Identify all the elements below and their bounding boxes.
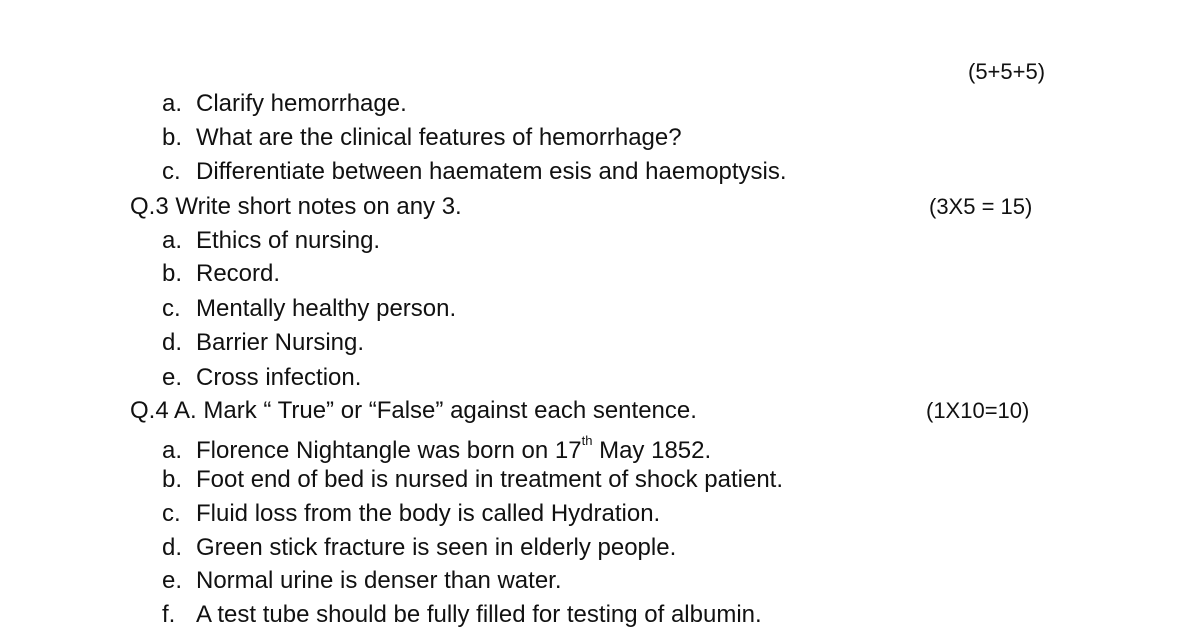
item-letter: f. — [162, 601, 176, 628]
item-letter: b. — [162, 260, 183, 287]
q3-question: Q.3 Write short notes on any 3. — [130, 193, 462, 220]
q4-question: Q.4 A. Mark “ True” or “False” against each sentence. — [130, 397, 697, 424]
item-text: Foot end of bed is nursed in treatment of shock patient. — [196, 466, 784, 493]
q2-marks: (5+5+5) — [968, 59, 1046, 84]
item-text: Record. — [196, 260, 281, 287]
q3-item-c — [162, 295, 456, 323]
q4-item-f — [162, 601, 762, 629]
item-letter: c. — [162, 158, 181, 185]
item-text: Florence Nightangle was born on 17 — [196, 437, 582, 464]
item-text: Mentally healthy person. — [196, 295, 457, 322]
q2-item-c — [162, 158, 787, 186]
item-letter: d. — [162, 534, 183, 561]
q4-item-a — [162, 431, 711, 465]
item-letter: e. — [162, 364, 183, 391]
q3-item-b — [162, 260, 280, 288]
item-letter: a. — [162, 227, 183, 254]
item-letter: d. — [162, 329, 183, 356]
item-letter: a. — [162, 437, 183, 464]
item-text: Normal urine is denser than water. — [196, 567, 562, 594]
item-letter: b. — [162, 124, 183, 151]
item-text: Barrier Nursing. — [196, 329, 365, 356]
item-text-after: May 1852. — [592, 437, 712, 464]
q4-item-d — [162, 534, 676, 562]
item-letter: c. — [162, 295, 181, 322]
q3-item-a — [162, 227, 380, 255]
item-text: What are the clinical features of hemorrhage? — [196, 124, 682, 151]
item-letter: b. — [162, 466, 183, 493]
q3-marks: (3X5 = 15) — [929, 194, 1033, 219]
q4-item-c — [162, 500, 660, 528]
q3-item-d — [162, 329, 364, 357]
item-text: A test tube should be fully filled for testing of albumin. — [196, 601, 762, 628]
item-text: Clarify hemorrhage. — [196, 90, 407, 117]
item-text: Differentiate between haematem esis and haemoptysis. — [196, 158, 787, 185]
item-text: Cross infection. — [196, 364, 362, 391]
item-letter: a. — [162, 90, 183, 117]
q4-item-e — [162, 567, 562, 595]
item-letter: e. — [162, 567, 183, 594]
item-text: Green stick fracture is seen in elderly people. — [196, 534, 677, 561]
q4-item-b — [162, 466, 783, 494]
q4-marks: (1X10=10) — [926, 398, 1030, 423]
item-letter: c. — [162, 500, 181, 527]
item-text: Fluid loss from the body is called Hydration. — [196, 500, 661, 527]
q3-item-e — [162, 364, 361, 392]
q2-item-a — [162, 90, 407, 118]
q2-item-b — [162, 124, 682, 152]
superscript-th: th — [581, 433, 593, 448]
item-text: Ethics of nursing. — [196, 227, 381, 254]
